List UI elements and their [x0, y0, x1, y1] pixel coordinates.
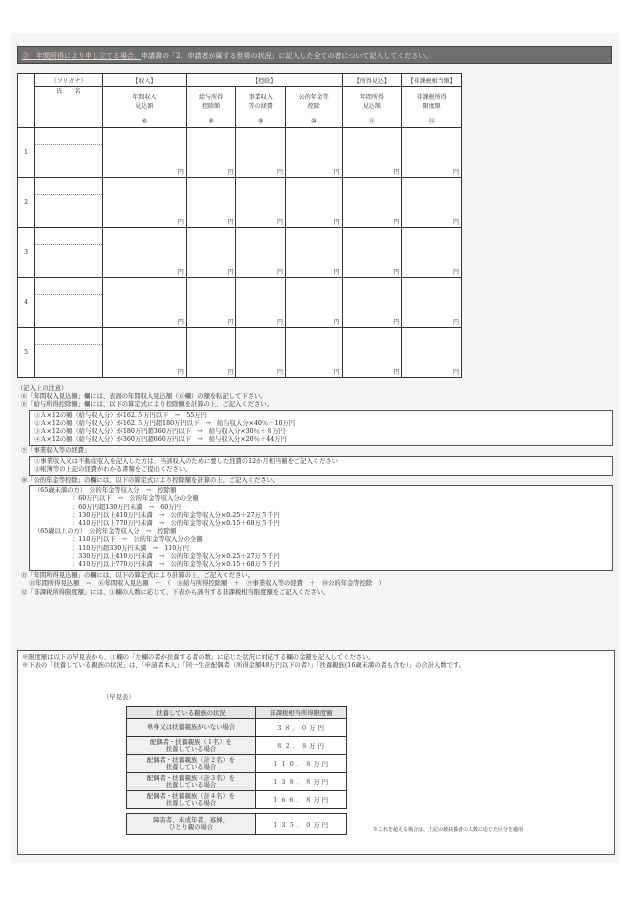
- note-10-line: ：110万円超330万円未満 → 110万円: [72, 544, 189, 552]
- note-12: ⑫「非課税所得限度額」には、①欄の人数に応じて、下表から該当する非課税相当限度額をご記入ください。: [21, 588, 330, 596]
- amount-field[interactable]: [402, 278, 462, 328]
- furigana-field[interactable]: [35, 180, 102, 195]
- yen-unit: 円: [177, 169, 184, 176]
- yen-unit: 円: [452, 169, 459, 176]
- name-entry[interactable]: [35, 278, 103, 328]
- yen-unit: 円: [227, 219, 234, 226]
- hayami-value: ８２．８万円: [256, 737, 347, 755]
- note-10-line: ：60万円以下 → 公的年金等収入分の全額: [72, 495, 199, 503]
- row-number: 2: [18, 178, 35, 228]
- name-entry[interactable]: [35, 328, 103, 378]
- hayami-value: １６６．８万円: [256, 791, 347, 809]
- amount-field[interactable]: [285, 328, 342, 378]
- amount-field[interactable]: [236, 278, 286, 328]
- note-10-line: ：410万円以上770万円未満 → 公的年金等収入分×0.15＋68万５千円: [72, 520, 280, 528]
- amount-field[interactable]: [236, 178, 286, 228]
- hayami-row: [127, 755, 347, 773]
- amount-field[interactable]: [236, 128, 286, 178]
- hayami-value: １１０．８万円: [256, 755, 347, 773]
- hayami-label: 単身又は扶養親族がいない場合: [127, 719, 256, 737]
- amount-field[interactable]: [186, 328, 236, 378]
- note-10-line: ：60万円超130万円未満 → 60万円: [72, 503, 181, 511]
- note-8-line: ④Ａ×12の額（給与収入分）が360万円超660万円以下 → 給与収入分×20％＋44万円: [34, 436, 287, 444]
- expected-group-header: 【所得見込】: [342, 74, 402, 87]
- col-annual-income: 年間収入 見込額 ⑥: [102, 87, 186, 128]
- amount-field[interactable]: [285, 178, 342, 228]
- notes-heading: （記入上の注意）: [17, 385, 68, 392]
- hayami-row: [127, 719, 347, 737]
- note-11: ⑪「年間所得見込額」の欄には、以下の算定式により計算の上、ご記入ください。: [21, 572, 254, 580]
- income-table: [17, 73, 462, 378]
- row-number: 4: [18, 278, 35, 328]
- hayami-row: [127, 737, 347, 755]
- col-expected-income: 年間所得 見込額 ⑪: [342, 87, 402, 128]
- hayami-special-label: 障害者、未成年者、寡婦、 ひとり親の場合: [127, 814, 256, 835]
- amount-field[interactable]: [236, 228, 286, 278]
- name-entry[interactable]: [35, 128, 103, 178]
- yen-unit: 円: [452, 269, 459, 276]
- yen-unit: 円: [393, 319, 400, 326]
- amount-field[interactable]: [342, 228, 402, 278]
- amount-field[interactable]: [342, 328, 402, 378]
- col-business-expense: 事業収入 等の経費 ⑨: [236, 87, 286, 128]
- yen-unit: 円: [333, 269, 340, 276]
- yen-unit: 円: [333, 219, 340, 226]
- col-nontaxable-limit: 非課税所得 限度額 ⑫: [402, 87, 462, 128]
- row-number: 3: [18, 228, 35, 278]
- note-10-line: ：330万円以上410万円未満 → 公的年金等収入分×0.25＋27万５千円: [72, 552, 280, 560]
- amount-field[interactable]: [236, 328, 286, 378]
- yen-unit: 円: [393, 269, 400, 276]
- note-10-line: ：410万円以上770万円未満 → 公的年金等収入分×0.15＋68万５千円: [72, 561, 280, 569]
- hayami-row: [127, 791, 347, 809]
- hayami-value: １３８．８万円: [256, 773, 347, 791]
- yen-unit: 円: [276, 369, 283, 376]
- yen-unit: 円: [276, 169, 283, 176]
- yen-unit: 円: [333, 169, 340, 176]
- yen-unit: 円: [393, 169, 400, 176]
- amount-field[interactable]: [186, 228, 236, 278]
- amount-field[interactable]: [285, 128, 342, 178]
- amount-field[interactable]: [186, 128, 236, 178]
- name-entry[interactable]: [35, 228, 103, 278]
- furigana-field[interactable]: [35, 330, 102, 345]
- corner-cell: [18, 74, 35, 128]
- name-entry[interactable]: [35, 178, 103, 228]
- amount-field[interactable]: [402, 178, 462, 228]
- row-number: 1: [18, 128, 35, 178]
- amount-field[interactable]: [285, 228, 342, 278]
- amount-field[interactable]: [402, 328, 462, 378]
- amount-field[interactable]: [102, 328, 186, 378]
- hayami-special-value: １３５．０万円: [256, 814, 347, 835]
- note-10-line: ：110万円以下 → 公的年金等収入分の全額: [72, 536, 203, 544]
- income-row: [18, 278, 462, 328]
- amount-field[interactable]: [342, 278, 402, 328]
- income-row: [18, 178, 462, 228]
- yen-unit: 円: [333, 369, 340, 376]
- col-salary-deduction: 給与所得 控除額 ⑧: [186, 87, 236, 128]
- name-field[interactable]: [35, 195, 102, 226]
- name-header: 氏 名: [35, 87, 103, 128]
- note-11-formula: ⑪年間所得見込額 ＝ ⑥年間収入見込額 － （ ⑧給与所得控除額 ＋ ⑨事業収入等の経費 ＋ ⑩公的年金等控除 ）: [29, 580, 385, 588]
- yen-unit: 円: [227, 319, 234, 326]
- note-8-box: [29, 410, 613, 447]
- income-row: [18, 328, 462, 378]
- hayami-text-2: ※下表の「扶養している親族の状況」は、「申請者本人」「同一生計配偶者（所得金額48万円以下の者）」「扶養親族(16歳未満の者も含む）」の合計人数です。: [22, 662, 466, 670]
- yen-unit: 円: [452, 319, 459, 326]
- hayami-title: （早見表）: [103, 694, 135, 701]
- hayami-text-1: ※限度額は以下の早見表から、①欄の「左欄の者が扶養する者の数」に応じた状況に対応する欄の金額を記入してください。: [22, 654, 375, 661]
- yen-unit: 円: [276, 269, 283, 276]
- yen-unit: 円: [393, 219, 400, 226]
- amount-field[interactable]: [342, 128, 402, 178]
- hayami-header-limit: 非課税相当所得限度額: [256, 707, 347, 719]
- note-9-line: ①事業収入又は不動産収入を記入した方は、当該収入のために要した経費の12か月相当額をご記入ください: [34, 457, 338, 465]
- hayami-side-note: ※これを超える場合は、上記の被扶養者の人数に応じた区分を適用: [373, 827, 524, 833]
- yen-unit: 円: [227, 169, 234, 176]
- col-pension-deduction: 公的年金等 控除 ⑩: [285, 87, 342, 128]
- yen-unit: 円: [393, 369, 400, 376]
- note-10-line: （65歳以上の方） 公的年金等収入分 → 控除額: [34, 528, 177, 536]
- amount-field[interactable]: [102, 278, 186, 328]
- yen-unit: 円: [177, 319, 184, 326]
- deduction-group-header: 【控除】: [186, 74, 342, 87]
- hayami-value: ３８．０万円: [256, 719, 347, 737]
- hayami-row: [127, 773, 347, 791]
- amount-field[interactable]: [102, 228, 186, 278]
- yen-unit: 円: [276, 219, 283, 226]
- yen-unit: 円: [452, 219, 459, 226]
- yen-unit: 円: [227, 369, 234, 376]
- income-group-header: 【収入】: [102, 74, 186, 87]
- amount-field[interactable]: [186, 278, 236, 328]
- name-field[interactable]: [35, 245, 102, 276]
- income-row: [18, 128, 462, 178]
- yen-unit: 円: [177, 219, 184, 226]
- note-8-line: ③Ａ×12の額（給与収入分）が180万円超360万円以下 → 給与収入分×30％＋８万円: [34, 428, 286, 436]
- hayami-label: 配偶者・扶養親族（１名）を 扶養している場合: [127, 737, 256, 755]
- note-8-line: ①Ａ×12の額（給与収入分）が162.５万円以下 → 55万円: [34, 411, 207, 419]
- hayami-label: 配偶者・扶養親族（計４名）を 扶養している場合: [127, 791, 256, 809]
- name-field[interactable]: [35, 345, 102, 376]
- hayami-label: 配偶者・扶養親族（計３名）を 扶養している場合: [127, 773, 256, 791]
- name-field[interactable]: [35, 145, 102, 176]
- note-8-line: ②Ａ×12の額（給与収入分）が162.５万円超180万円以下 → 給与収入分×40％－10万円: [34, 419, 296, 427]
- furigana-field[interactable]: [35, 280, 102, 295]
- limit-group-header: 【非課税相当額】: [402, 74, 462, 87]
- row-number: 5: [18, 328, 35, 378]
- yen-unit: 円: [276, 319, 283, 326]
- amount-field[interactable]: [402, 128, 462, 178]
- amount-field[interactable]: [402, 228, 462, 278]
- amount-field[interactable]: [342, 178, 402, 228]
- note-10-box: [29, 485, 613, 571]
- hayami-label: 配偶者・扶養親族（計２名）を 扶養している場合: [127, 755, 256, 773]
- banner-text: 申請書の「2．申請者が属する世帯の状況」に記入した全ての者について記入してください。: [141, 52, 433, 60]
- note-9-line: ②帳簿等の上記の経費がわかる書類をご提出ください。: [34, 465, 192, 473]
- amount-field[interactable]: [102, 128, 186, 178]
- yen-unit: 円: [227, 269, 234, 276]
- note-8: ⑧「給与所得控除額」欄には、以下の算定式により控除額を計算の上、ご記入ください。: [21, 401, 273, 409]
- name-field[interactable]: [35, 295, 102, 326]
- furigana-field[interactable]: [35, 230, 102, 245]
- yen-unit: 円: [177, 369, 184, 376]
- yen-unit: 円: [177, 269, 184, 276]
- note-6: ⑥「年間収入見込額」欄には、表面の年間収入見込額（⑥欄）の額を転記して下さい。: [21, 393, 267, 401]
- amount-field[interactable]: [186, 178, 236, 228]
- note-9-box: [29, 456, 613, 476]
- note-9: ⑨「事業収入等の経費」: [21, 447, 91, 455]
- note-10-line: （65歳未満の方） 公的年金等収入分 → 控除額: [34, 487, 177, 495]
- note-10: ⑩「公的年金等控除」の欄には、以下の算定式により控除額を計算の上、ご記入ください。: [21, 477, 280, 485]
- note-10-line: ：130万円以上410万円未満 → 公的年金等収入分×0.25＋27万５千円: [72, 511, 280, 519]
- notes-section: [17, 385, 613, 597]
- furigana-header: （フリガナ）: [35, 74, 103, 87]
- hayami-table: [126, 706, 347, 835]
- yen-unit: 円: [333, 319, 340, 326]
- income-row: [18, 228, 462, 278]
- section-banner: [17, 46, 612, 64]
- amount-field[interactable]: [102, 178, 186, 228]
- amount-field[interactable]: [285, 278, 342, 328]
- banner-lead: ③ 年間所得により申し立てる場合、: [22, 52, 141, 60]
- hayami-header-status: 扶養している親族の状況: [127, 707, 256, 719]
- furigana-field[interactable]: [35, 130, 102, 145]
- yen-unit: 円: [452, 369, 459, 376]
